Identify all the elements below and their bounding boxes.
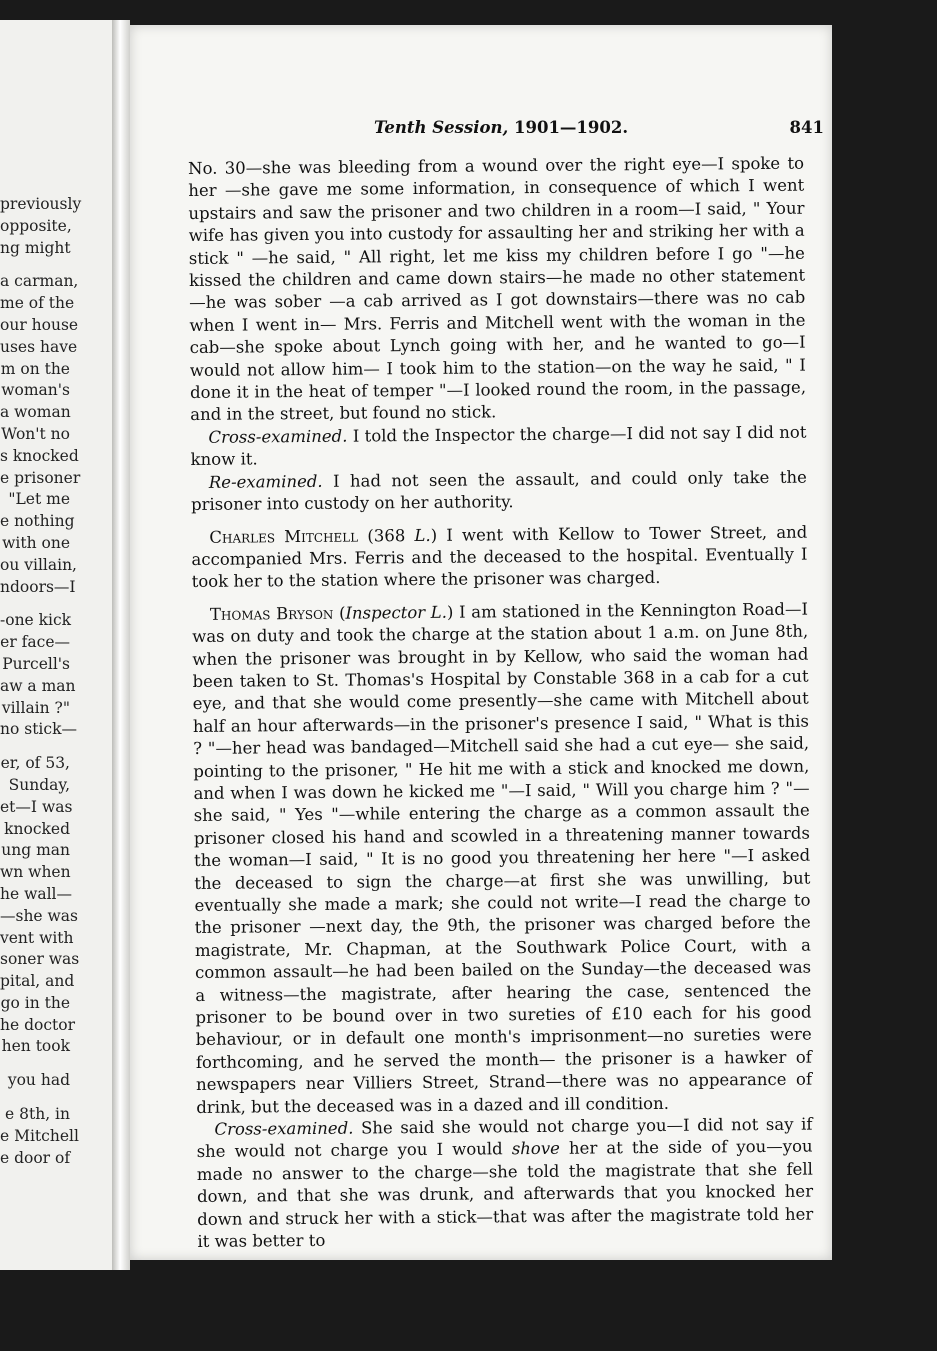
witness-name-mitchell: Charles Mitchell <box>209 526 359 547</box>
label-cross-examined: Cross-examined. <box>208 426 348 447</box>
left-page-line: e Mitchell <box>0 1126 79 1145</box>
left-page-line: et—I was <box>0 797 73 816</box>
left-page-line: "Let me <box>8 490 70 509</box>
left-page-line: a carman, <box>0 272 79 291</box>
left-page-line: knocked <box>4 819 70 838</box>
left-page-line: ndoors—I <box>0 577 76 596</box>
left-page-line: uses have <box>0 337 78 356</box>
left-page-line <box>0 1058 70 1070</box>
left-page-line: Purcell's <box>2 654 70 673</box>
left-page-line <box>0 1092 70 1104</box>
left-page-line: e door of <box>0 1148 71 1167</box>
left-page-line: vent with <box>0 928 74 947</box>
left-page-line: our house <box>0 315 79 334</box>
left-page-line: go in the <box>0 993 70 1012</box>
left-page-line: s knocked <box>0 446 79 465</box>
left-page-line: villain ?" <box>1 698 70 717</box>
left-page-line: with one <box>2 533 70 552</box>
left-page-line: a woman <box>0 403 71 422</box>
label-re-examined: Re-examined. <box>208 471 323 492</box>
left-page-text <box>0 194 82 1169</box>
left-page-line: woman's <box>1 381 70 400</box>
left-page-line <box>0 259 70 271</box>
left-page-line: Sunday, <box>8 775 70 794</box>
page-number: 841 <box>789 118 824 137</box>
left-page-line: no stick— <box>0 720 77 739</box>
left-page-line: soner was <box>0 950 80 969</box>
page-body <box>188 153 814 1254</box>
left-page-line: er, of 53, <box>0 754 70 773</box>
book-gutter <box>112 20 130 1270</box>
paragraph-cross-examined-1: Cross-examined. I told the Inspector the charge—I did not say I did not know it. <box>190 422 807 470</box>
paragraph-cross-examined-2: Cross-examined. She said she would not charge you—I did not say if she would not charge you I would shove her at the side of you—you made no answer to the charge—she told the magistrate that she fell down, and that she was drunk, and afterwards that you knocked her down and struck her with a stick—that was after the magistrate told her it was better to <box>196 1114 814 1252</box>
left-page-line: he wall— <box>0 884 73 903</box>
paragraph-kellow-evidence: No. 30—she was bleeding from a wound over the right eye—I spoke to her —she gave me some information, in consequence of which I went upstairs and saw the prisoner and two children in a room—I said, " Your wife has given you into custody for assaulting her and striking her with a stick " —he said, " All right, let me kiss my children before I go "—he kissed the children and came down stairs—he made no other statement—he was sober —a cab arrived as I got downstairs—there was no cab when I went in— Mrs. Ferris and Mitchell went with the woman in the cab—she spoke about Lynch going with her, and he wanted to go—I would not allow him— I took him to the station—on the way he said, " I done it in the heat of temper "—I looked round the room, in the passage, and in the street, but found no stick. <box>188 153 807 425</box>
left-page-line: er face— <box>0 633 70 652</box>
emphasis-shove: shove <box>511 1139 560 1159</box>
running-header <box>130 118 832 142</box>
paragraph-thomas-bryson: Thomas Bryson (Inspector L.) I am stationed in the Kennington Road—I was on duty and took the charge at the station about 1 a.m. on June 8th, when the prisoner was brought in by Kellow, who said the woman had been taken to St. Thomas's Hospital by Constable 368 in a cab for a cut eye, and that she would come presently—she came with Mitchell about half an hour afterwards—in the prisoner's presence I said, " What is this ? "—her head was bandaged—Mitchell said she had a cut eye— she said, pointing to the prisoner, " He hit me with a stick and knocked me down, and when I was down he kicked me "—I said, " Will you charge him ? "—she said, " Yes "—while entering the charge as a common assault the prisoner closed his hand and scowled in a threatening manner towards the woman—I said, " It is no good you threatening her here "—I asked the deceased to sign the charge—at first she was unwilling, but eventually she made a mark; she could not write—I read the charge to the prisoner —next day, the 9th, the prisoner was charged before the magistrate, Mr. Chapman, at the Southwark Police Court, with a common assault—he had been bailed on the Sunday—the deceased was a witness—the magistrate, after hearing the case, sentenced the prisoner to be bound over in two sureties of £10 each for his good behaviour, or in default one month's imprisonment—no sureties were forthcoming, and he served the month— the prisoner is a hawker of newspapers near Villiers Street, Strand—there was no appearance of drink, but the deceased was in a dazed and ill condition. <box>192 599 813 1117</box>
right-page <box>130 25 832 1260</box>
paragraph-re-examined: Re-examined. I had not seen the assault, and could only take the prisoner into custody on her authority. <box>190 467 807 515</box>
left-page-line: e prisoner <box>0 468 81 487</box>
left-page-line: e nothing <box>0 512 75 531</box>
left-page-line: opposite, <box>0 216 72 235</box>
left-page-line: ung man <box>1 841 70 860</box>
left-page-line: m on the <box>0 359 70 378</box>
left-page-line: ng might <box>0 238 71 257</box>
left-page-line: aw a man <box>0 676 76 695</box>
left-page-line: Won't no <box>1 424 70 443</box>
left-page-fragment <box>0 20 112 1270</box>
left-page-line: me of the <box>0 294 75 313</box>
left-page-line: hen took <box>1 1037 70 1056</box>
left-page-line: -one kick <box>0 611 72 630</box>
paragraph-charles-mitchell: Charles Mitchell (368 L.) I went with Kellow to Tower Street, and accompanied Mrs. Ferris and the deceased to the hospital. Eventually I took her to the station where the prisoner was charged. <box>191 522 808 592</box>
left-page-line: pital, and <box>0 972 75 991</box>
running-head-title: Tenth Session, 1901—1902. <box>374 118 629 137</box>
left-page-line: previously <box>0 195 82 213</box>
left-page-line: you had <box>7 1071 70 1090</box>
left-page-line <box>0 741 70 753</box>
left-page-line: e 8th, in <box>5 1105 70 1124</box>
left-page-line: ou villain, <box>0 555 77 574</box>
left-page-line: wn when <box>0 863 71 882</box>
witness-name-bryson: Thomas Bryson <box>209 603 334 624</box>
label-cross-examined-2: Cross-examined. <box>214 1118 354 1139</box>
left-page-line: he doctor <box>0 1015 75 1034</box>
left-page-line: —she was <box>0 906 78 925</box>
left-page-line <box>0 598 70 610</box>
